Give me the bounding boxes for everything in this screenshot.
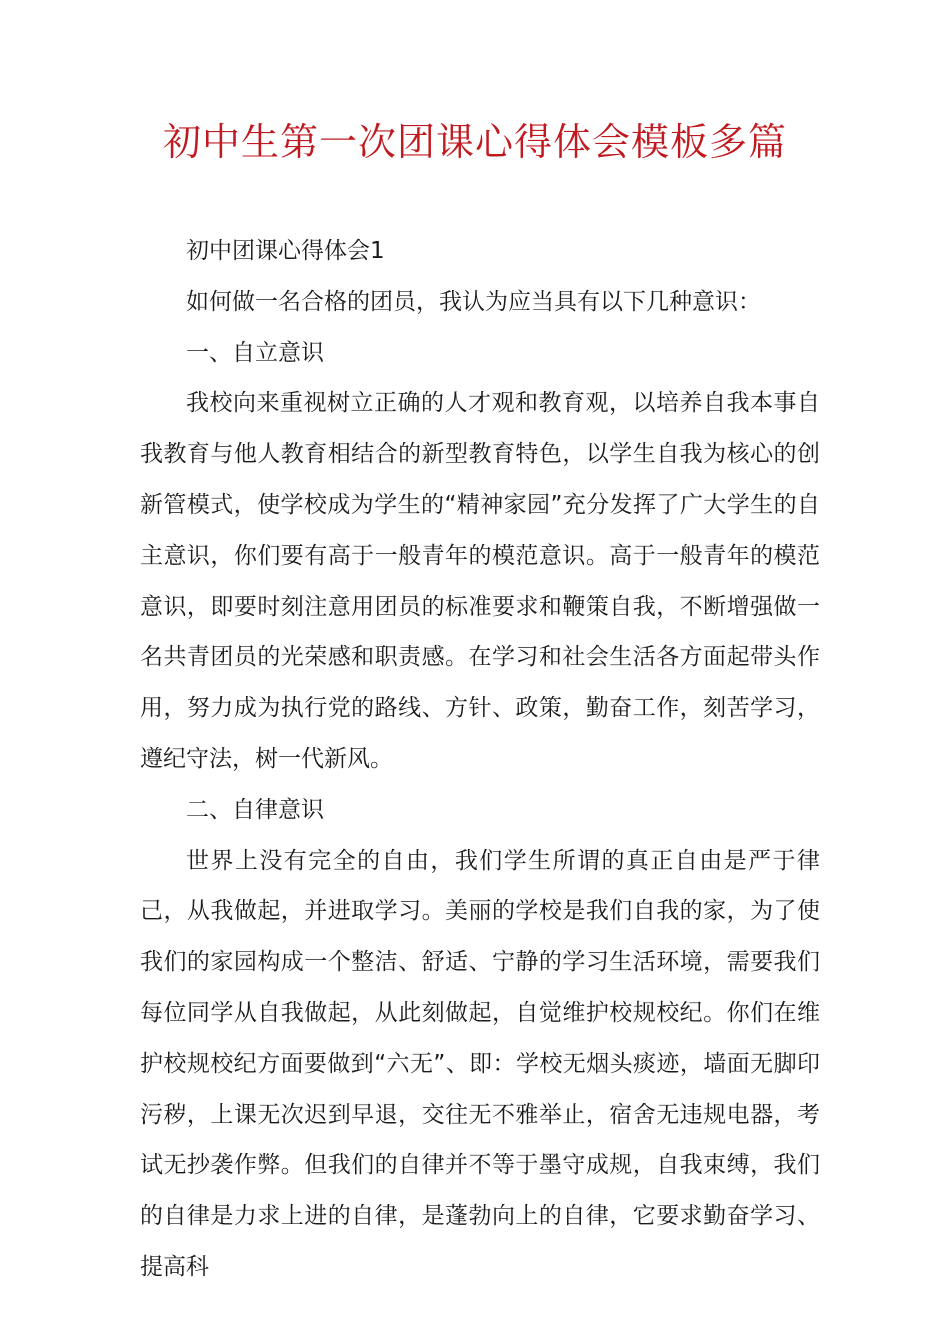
section-heading: 初中团课心得体会1 (186, 238, 385, 264)
paragraph: 我校向来重视树立正确的人才观和教育观，以培养自我本事自我教育与他人教育相结合的新型教育特色，以学生自我为核心的创新管模式，使学校成为学生的“精神家园”充分发挥了广大学生的自主意识，你们要有高于一般青年的模范意识。高于一般青年的模范意识，即要时刻注意用团员的标准要求和鞭策自我，不断增强做一名共青团员的光荣感和职责感。在学习和社会生活各方面起带头作用，努力成为执行党的路线、方针、政策，勤奋工作，刻苦学习，遵纪守法，树一代新风。 (140, 390, 820, 772)
document-title: 初中生第一次团课心得体会模板多篇 (162, 120, 787, 164)
paragraph: 如何做一名合格的团员，我认为应当具有以下几种意识： (186, 288, 761, 315)
document-body (140, 226, 820, 1293)
paragraph: 世界上没有完全的自由，我们学生所谓的真正自由是严于律己，从我做起，并进取学习。美丽的学校是我们自我的家，为了使我们的家园构成一个整洁、舒适、宁静的学习生活环境，需要我们每位同学从自我做起，从此刻做起，自觉维护校规校纪。你们在维护校规校纪方面要做到“六无”、即：学校无烟头痰迹，墙面无脚印污秽，上课无次迟到早退，交往无不雅举止，宿舍无违规电器，考试无抄袭作弊。但我们的自律并不等于墨守成规，自我束缚，我们的自律是力求上进的自律，是蓬勃向上的自律，它要求勤奋学习、提高科 (140, 847, 820, 1280)
section-heading: 二、自律意识 (186, 796, 324, 823)
section-heading: 一、自立意识 (186, 339, 324, 366)
